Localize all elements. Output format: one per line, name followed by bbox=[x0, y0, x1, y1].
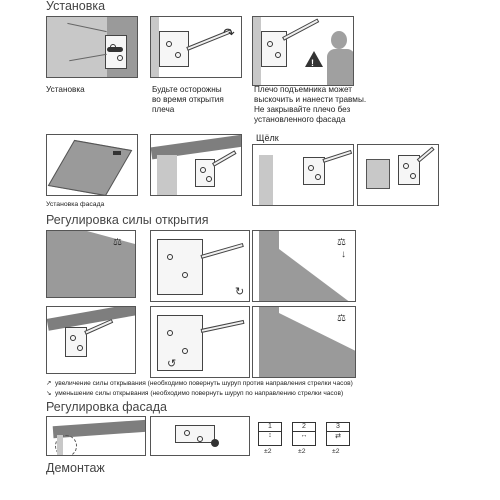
arrow-left-right-icon: ↔ bbox=[300, 432, 308, 439]
facade-adjust-illustration-2 bbox=[150, 416, 250, 456]
force-illustration-2 bbox=[150, 230, 250, 302]
force-illustration-1 bbox=[46, 230, 136, 298]
arrow-down-icon: ↓ bbox=[341, 249, 346, 260]
facade-install-illustration-2 bbox=[150, 134, 242, 196]
force-illustration-4 bbox=[46, 306, 136, 374]
force-illustration-3 bbox=[252, 230, 356, 302]
heading-facade: Регулировка фасада bbox=[46, 400, 167, 414]
heading-force: Регулировка силы открытия bbox=[46, 213, 209, 227]
caption-install: Установка bbox=[46, 85, 85, 94]
adjust-horizontal-box: 2 ↔ bbox=[292, 422, 316, 446]
caption-warning: Плечо подъемника может выскочить и нанести травмы. Не закрывайте плечо без установленного фасада bbox=[254, 85, 367, 124]
facade-install-illustration-3 bbox=[252, 144, 354, 206]
install-illustration-3: ! bbox=[252, 16, 354, 86]
facade-install-illustration-4 bbox=[357, 144, 439, 206]
caption-careful: Будьте осторожны во время открытия плеча bbox=[152, 85, 224, 114]
warning-triangle-icon bbox=[305, 51, 323, 67]
heading-install: Установка bbox=[46, 0, 106, 13]
facade-install-illustration-1 bbox=[46, 134, 138, 196]
lift-mechanism bbox=[105, 35, 127, 69]
scale-icon: ⚖ bbox=[337, 237, 346, 248]
adjust-depth-box: 3 ⇄ bbox=[326, 422, 350, 446]
legend-increase: ↗ увеличение силы открывания (необходимо повернуть шуруп против направления стрелки часов) bbox=[46, 380, 353, 387]
scale-icon: ⚖ bbox=[337, 313, 346, 324]
install-illustration-2 bbox=[150, 16, 242, 78]
screw-rotate-icon: ↺ bbox=[167, 358, 177, 370]
screw-rotate-icon: ↻ bbox=[235, 286, 245, 298]
arrow-curved-icon: ↷ bbox=[223, 25, 235, 41]
force-illustration-5 bbox=[150, 306, 250, 378]
install-illustration-1 bbox=[46, 16, 138, 78]
facade-adjust-illustration-1 bbox=[46, 416, 146, 456]
heading-removal: Демонтаж bbox=[46, 461, 105, 475]
caption-click: Щёлк bbox=[256, 133, 279, 143]
adjust-vertical-box: 1 ↕ bbox=[258, 422, 282, 446]
facade-adjust-boxes: 1 ↕ 2 ↔ 3 ⇄ ±2 ±2 ±2 bbox=[252, 416, 356, 456]
scale-icon: ⚖ bbox=[113, 237, 122, 248]
caption-facade-install: Установка фасада bbox=[46, 201, 105, 208]
force-illustration-6 bbox=[252, 306, 356, 378]
arrow-down-icon: ↕ bbox=[268, 432, 272, 439]
legend-decrease: ↘ уменьшение силы открывания (необходимо повернуть шуруп по направлению стрелки часов) bbox=[46, 390, 344, 397]
